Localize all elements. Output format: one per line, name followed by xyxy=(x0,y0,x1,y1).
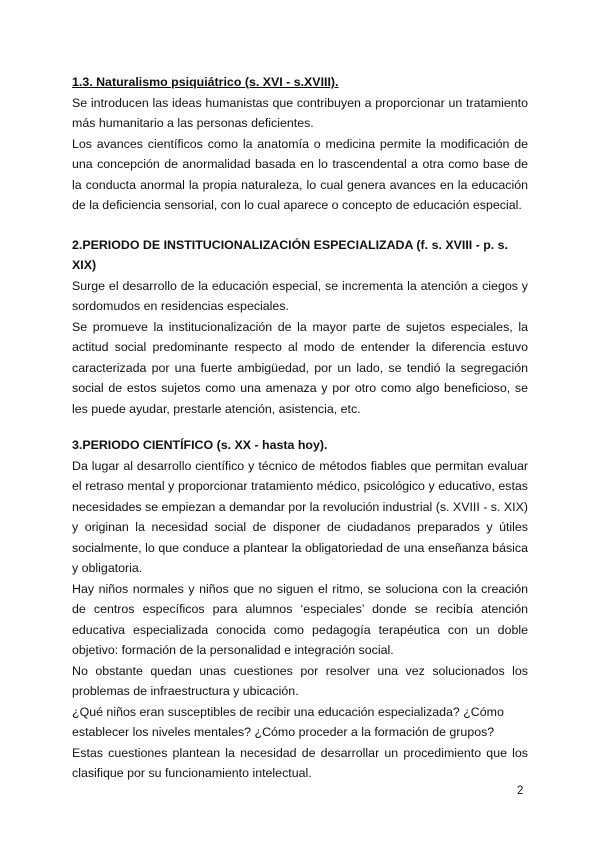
section-3-paragraph-4: ¿Qué niños eran susceptibles de recibir una educación especializada? ¿Cómo establecer los niveles mentales? ¿Cómo proceder a la formación de grupos? xyxy=(72,704,504,739)
document-page xyxy=(72,72,528,784)
page-number: 2 xyxy=(517,785,524,797)
section-3-paragraph-1: Da lugar al desarrollo científico y técnico de métodos fiables que permitan evaluar el retraso mental y proporcionar tratamiento médico, psicológico y educativo, estas necesidades se empiezan a demandar por la revolución industrial (s. XVIII - s. XIX) y originan la necesidad social de disponer de ciudadanos preparados y útiles socialmente, lo que conduce a plantear la obligatoriedad de una enseñanza básica y obligatoria. xyxy=(72,458,528,575)
section-2-paragraph-1: Surge el desarrollo de la educación especial, se incrementa la atención a ciegos y sordomudos en residencias especiales. xyxy=(72,278,528,313)
section-spacer xyxy=(72,216,528,235)
section-1-heading: 1.3. Naturalismo psiquiátrico (s. XVI - s.XVIII). xyxy=(72,75,339,89)
section-spacer xyxy=(72,419,528,435)
section-3-paragraph-3: No obstante quedan unas cuestiones por resolver una vez solucionados los problemas de infraestructura y ubicación. xyxy=(72,663,528,698)
section-2-heading: 2.PERIODO DE INSTITUCIONALIZACIÓN ESPECIALIZADA (f. s. XVIII - p. s. XIX) xyxy=(72,237,509,272)
section-1-paragraph-1: Se introducen las ideas humanistas que contribuyen a proporcionar un tratamiento más humanitario a las personas deficientes. xyxy=(72,95,528,130)
section-3-paragraph-2: Hay niños normales y niños que no siguen el ritmo, se soluciona con la creación de centros específicos para alumnos ‘especiales’ donde se recibía atención educativa especializada conocida como pedagogía terapéutica con un doble objetivo: formación de la personalidad e integración social. xyxy=(72,581,528,657)
section-2-paragraph-2: Se promueve la institucionalización de la mayor parte de sujetos especiales, la actitud social predominante respecto al modo de entender la diferencia estuvo caracterizada por una fuerte ambigüedad, por un lado, se tendió la segregación social de estos sujetos como una amenaza y por otro como algo beneficioso, se les puede ayudar, prestarle atención, asistencia, etc. xyxy=(72,319,528,416)
section-3-heading: 3.PERIODO CIENTÍFICO (s. XX - hasta hoy). xyxy=(72,438,328,452)
section-1-paragraph-2: Los avances científicos como la anatomía o medicina permite la modificación de una concepción de anormalidad basada en lo trascendental a otra como base de la conducta anormal la propia naturaleza, lo cual genera avances en la educación de la deficiencia sensorial, con lo cual aparece o concepto de educación especial. xyxy=(72,136,528,212)
section-3-paragraph-5: Estas cuestiones plantean la necesidad de desarrollar un procedimiento que los clasifique por su funcionamiento intelectual. xyxy=(72,745,528,780)
